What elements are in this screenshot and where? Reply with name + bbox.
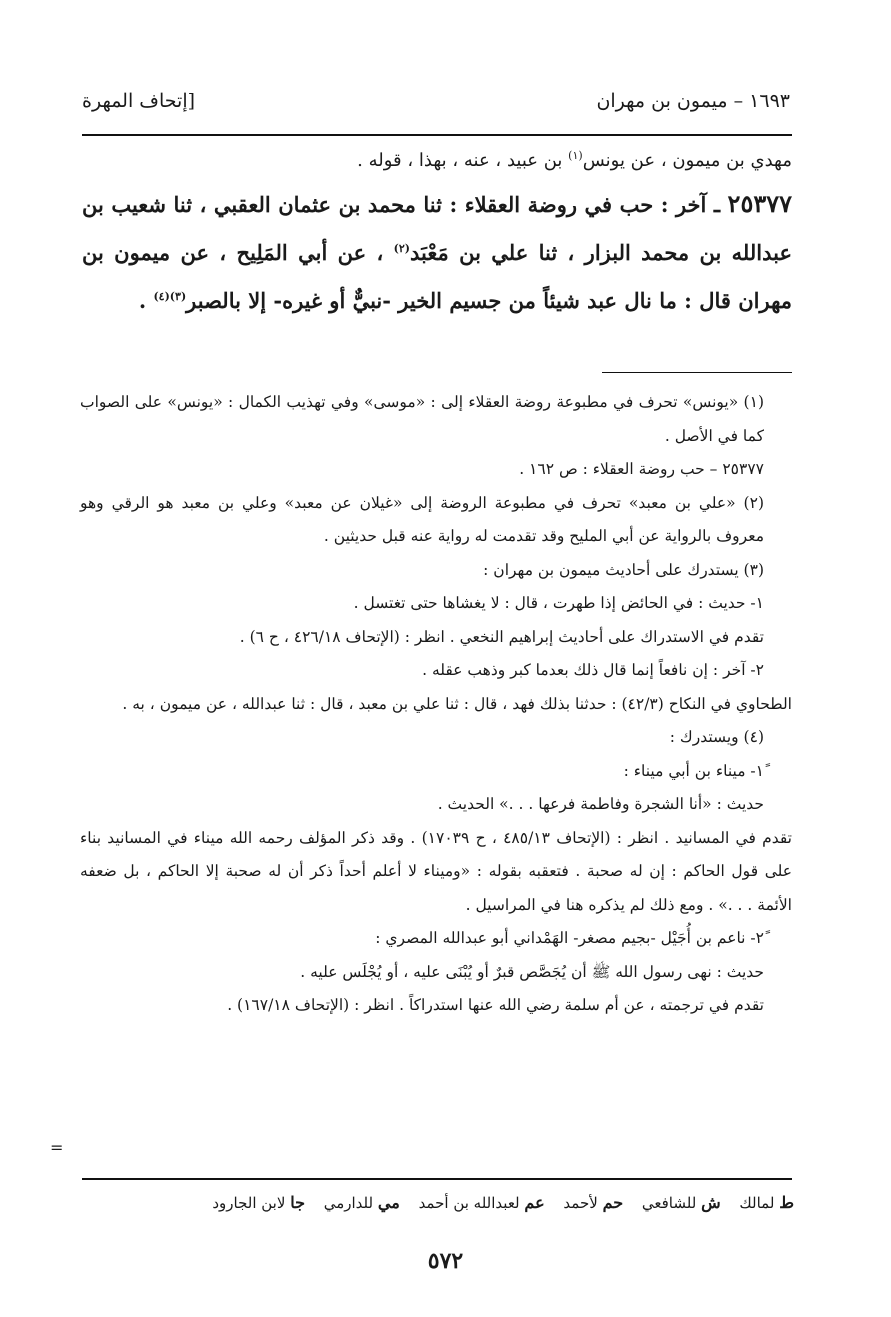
header-chapter-title: ١٦٩٣ – ميمون بن مهران <box>596 90 790 112</box>
source-line: ٢٥٣٧٧ – حب روضة العقلاء : ص ١٦٢ . <box>519 460 764 478</box>
footnote-4-item-2: ٢ً- ناعم بن أُجَيْل -بجيم مصغر- الهَمْداني أبو عبدالله المصري : <box>375 929 764 947</box>
page-number: ٥٧٢ <box>427 1248 464 1274</box>
footnote-3-item-2: ٢- آخر : إن نافعاً إنما قال ذلك بعدما كبر وذهب عقله . <box>422 661 764 679</box>
footnote-ref-3-4: (٣)(٤) <box>153 290 187 303</box>
footnote-3-item-2-ref: الطحاوي في النكاح (٤٢/٣) : حدثنا بذلك فهد ، قال : ثنا علي بن معبد ، قال : ثنا عبدالله ، عن ميمون ، به . <box>122 694 792 713</box>
footnote-4-item-1-ref: تقدم في المسانيد . انظر : (الإتحاف ٤٨٥/١٣ ، ح ١٧٠٣٩) . وقد ذكر المؤلف رحمه الله ميناء في المسانيد بناء على قول الحاكم : إن له صحبة . فتعقبه بقوله : «وميناء لا أعلم أحداً ذكر أن له صحبة إلا الحاكم ، بل ضعفه الأئمة . . .» . ومع ذلك لم يذكره هنا في المراسيل . <box>80 828 792 914</box>
legend-item: عم لعبدالله بن أحمد <box>418 1193 545 1212</box>
footnote-ref-1: (١) <box>568 149 583 162</box>
hadith-number: ٢٥٣٧٧ <box>727 189 792 218</box>
legend-item: ش للشافعي <box>641 1193 721 1212</box>
header-book-title: [إتحاف المهرة <box>82 90 196 112</box>
abbreviation-legend <box>82 1193 794 1212</box>
footnote-2: (٢) «علي بن معبد» تحرف في مطبوعة الروضة إلى «غيلان عن معبد» وعلي بن معبد هو الرقي وهو معروف بالرواية عن أبي المليح وقد تقدمت له رواية عنه قبل حديثين . <box>80 493 764 545</box>
footnotes <box>80 386 792 1023</box>
header-rule <box>82 134 792 136</box>
footnote-4-item-1: ١ً- ميناء بن أبي ميناء : <box>623 761 764 780</box>
footnote-4-item-2-hadith: حديث : نهى رسول الله ﷺ أن يُجَصَّص قبرٌ أو يُبْنَى عليه ، أو يُجْلَس عليه . <box>300 962 764 981</box>
footnote-4-item-1-hadith: حديث : «أنا الشجرة وفاطمة فرعها . . .» الحديث . <box>437 795 764 813</box>
hadith-text: ـ آخر : حب في روضة العقلاء : ثنا محمد بن عثمان العقبي ، ثنا شعيب بن عبدالله بن محمد البزار ، ثنا علي بن مَعْبَد <box>82 192 792 265</box>
legend-rule <box>82 1178 792 1180</box>
legend-item: جا لابن الجارود <box>212 1193 305 1212</box>
legend-item: ط لمالك <box>739 1193 794 1212</box>
legend-item: حم لأحمد <box>563 1193 624 1212</box>
continuation-mark: = <box>50 1138 64 1157</box>
main-text <box>82 145 792 325</box>
footnote-3-item-1: ١- حديث : في الحائض إذا طهرت ، قال : لا يغشاها حتى تغتسل . <box>353 594 764 612</box>
previous-isnad-line: مهدي بن ميمون ، عن يونس$^{(١)}$ بن عبيد ، عنه ، بهذا ، قوله . <box>357 149 792 171</box>
footnote-4-item-2-ref: تقدم في ترجمته ، عن أم سلمة رضي الله عنها استدراكاً . انظر : (الإتحاف ١٦٧/١٨) . <box>227 996 764 1014</box>
legend-item: مي للدارمي <box>323 1193 400 1212</box>
hadith-text-cont: ، عن أبي المَلِيح ، عن ميمون بن مهران قال : ما نال عبد شيئاً من جسيم الخير -نبيٌّ أو غيره- إلا بالصبر <box>82 240 792 313</box>
footnote-3: (٣) يستدرك على أحاديث ميمون بن مهران : <box>483 560 764 579</box>
footnote-4: (٤) ويستدرك : <box>669 728 764 746</box>
footnote-1: (١) «يونس» تحرف في مطبوعة روضة العقلاء إلى : «موسى» وفي تهذيب الكمال : «يونس» على الصواب كما في الأصل . <box>80 393 764 445</box>
footnote-ref-2: (٢) <box>393 242 410 255</box>
running-header <box>82 86 790 122</box>
footnote-3-item-1-ref: تقدم في الاستدراك على أحاديث إبراهيم النخعي . انظر : (الإتحاف ٤٢٦/١٨ ، ح ٦) . <box>239 627 764 646</box>
hadith-entry: ٢٥٣٧٧ ـ آخر : حب في روضة العقلاء : ثنا محمد بن عثمان العقبي ، ثنا شعيب بن عبدالله بن محمد البزار ، ثنا علي بن مَعْبَد$^{(٢)}$ ، عن أبي المَلِيح ، عن ميمون بن مهران قال : ما نال عبد شيئاً من جسيم الخير -نبيٌّ أو غيره- إلا بالصبر$^{(٣)(٤)}$ . <box>82 189 792 313</box>
